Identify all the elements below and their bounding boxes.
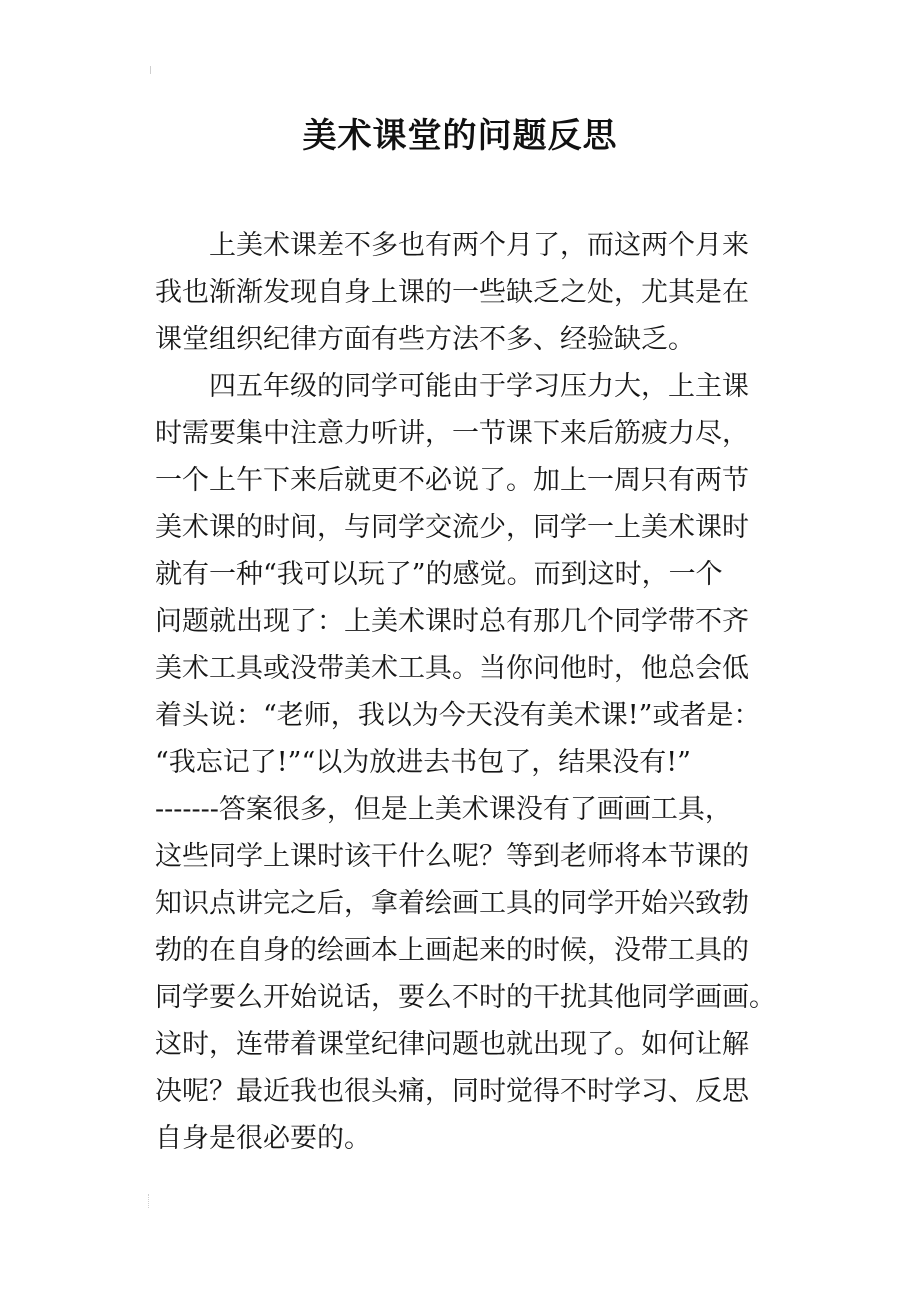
paragraph-2 xyxy=(155,363,775,1162)
text-line: 课堂组织纪律方面有些方法不多、经验缺乏。 xyxy=(155,324,695,355)
text-line: 问题就出现了：上美术课时总有那几个同学带不齐 xyxy=(155,606,749,637)
text-line: 决呢？最近我也很头痛，同时觉得不时学习、反思 xyxy=(155,1076,749,1107)
text-line: 就有一种“我可以玩了”的感觉。而到这时，一个 xyxy=(155,559,723,590)
text-line: 我也渐渐发现自身上课的一些缺乏之处，尤其是在 xyxy=(155,277,749,308)
text-line: 上美术课差不多也有两个月了，而这两个月来 xyxy=(209,230,749,261)
page-corner-mark xyxy=(148,1194,153,1208)
text-line: 四五年级的同学可能由于学习压力大，上主课 xyxy=(209,371,749,402)
text-line: 时需要集中注意力听讲，一节课下来后筋疲力尽， xyxy=(155,418,749,449)
text-line: 自身是很必要的。 xyxy=(155,1123,371,1154)
text-line: 着头说：“老师，我以为今天没有美术课!”或者是： xyxy=(155,700,761,731)
text-line: 这时，连带着课堂纪律问题也就出现了。如何让解 xyxy=(155,1029,749,1060)
text-line: 美术课的时间，与同学交流少，同学一上美术课时 xyxy=(155,512,749,543)
document-title: 美术课堂的问题反思 xyxy=(302,116,618,156)
paragraph-1 xyxy=(155,222,775,363)
document-body xyxy=(155,222,775,1162)
text-line: 同学要么开始说话，要么不时的干扰其他同学画画。 xyxy=(155,982,776,1013)
text-line: 勃的在自身的绘画本上画起来的时候，没带工具的 xyxy=(155,935,749,966)
text-line: -------答案很多，但是上美术课没有了画画工具， xyxy=(155,794,732,825)
text-line: 这些同学上课时该干什么呢？等到老师将本节课的 xyxy=(155,841,749,872)
page-corner-mark xyxy=(150,66,155,74)
text-line: 一个上午下来后就更不必说了。加上一周只有两节 xyxy=(155,465,749,496)
text-line: 知识点讲完之后，拿着绘画工具的同学开始兴致勃 xyxy=(155,888,749,919)
text-line: 美术工具或没带美术工具。当你问他时，他总会低 xyxy=(155,653,749,684)
text-line: “我忘记了!”“以为放进去书包了，结果没有!” xyxy=(155,747,691,778)
